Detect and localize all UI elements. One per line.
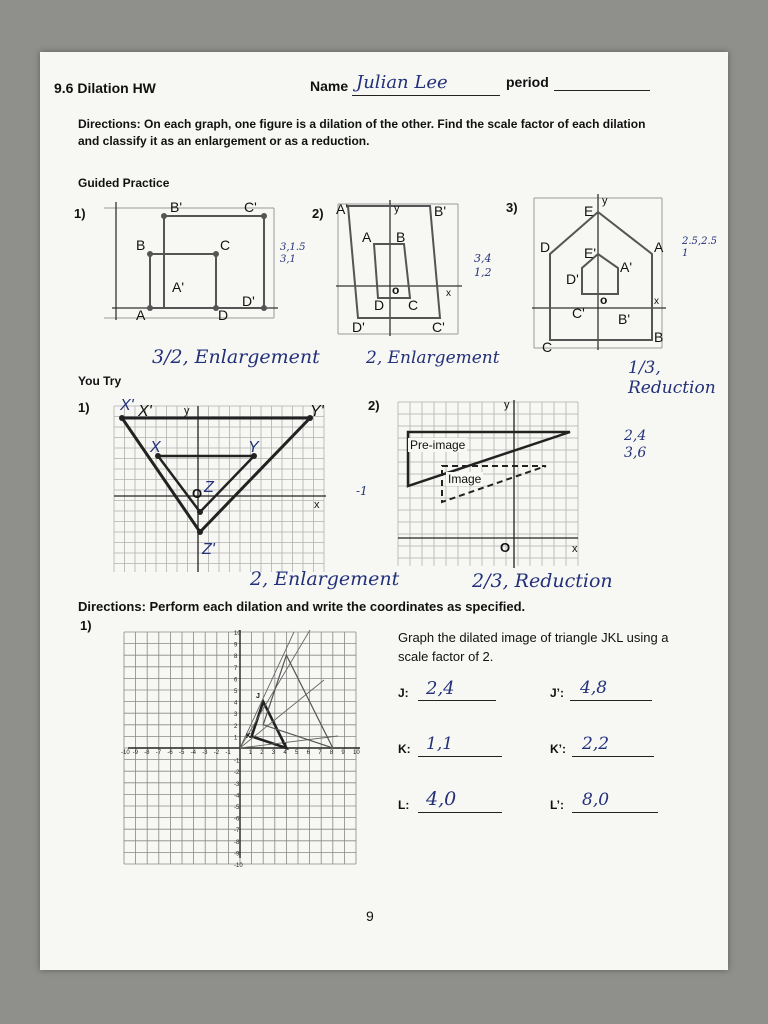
svg-text:x: x [446,288,451,299]
svg-text:A': A' [336,201,349,217]
svg-text:3: 3 [271,750,276,756]
svg-text:-8: -8 [144,750,150,756]
svg-text:-3: -3 [202,750,208,756]
work-note: 2,4 3,6 [624,428,647,461]
svg-text:-7: -7 [155,750,162,756]
svg-text:-8: -8 [234,839,240,846]
legend-preimage: Pre-image [410,438,466,452]
period-field[interactable] [554,74,650,91]
svg-text:8: 8 [329,750,334,756]
svg-text:y: y [394,203,400,215]
svg-text:6: 6 [234,677,238,684]
l-prime-label: L’: [550,798,564,812]
svg-text:Y': Y' [310,403,324,420]
svg-text:A: A [654,239,664,255]
svg-text:7: 7 [234,665,238,672]
svg-text:E': E' [584,245,597,261]
guided-problem-number: 2) [312,206,324,221]
svg-text:5: 5 [295,750,299,756]
grid [398,402,578,566]
svg-text:B: B [396,229,406,245]
j-label: J: [398,686,409,700]
legend-image: Image [448,472,482,486]
work-note: 3,1.5 3,1 [280,242,306,265]
guided-problem-number: 3) [506,200,518,215]
svg-text:L: L [282,739,287,746]
svg-text:C: C [408,297,419,313]
you-try-problem-number: 2) [368,398,380,413]
you-try-heading: You Try [78,374,122,388]
svg-text:-10: -10 [234,863,243,869]
svg-text:B': B' [618,311,631,327]
you-try-graph-1 [108,397,330,574]
svg-text:X': X' [120,397,134,414]
svg-text:A': A' [172,279,185,295]
svg-text:E: E [584,203,594,219]
svg-text:x: x [314,499,320,511]
svg-text:B': B' [170,199,183,215]
svg-text:Z: Z [204,479,214,496]
l-label: L: [398,798,410,812]
svg-text:y: y [504,399,510,411]
svg-text:-10: -10 [121,750,130,756]
coordinate-plane [121,626,364,869]
svg-text:-4: -4 [234,793,240,800]
svg-text:C: C [542,339,553,355]
svg-text:3: 3 [234,712,238,719]
j-prime-answer-field[interactable]: 4,8 [570,682,652,701]
svg-text:2: 2 [234,723,238,730]
svg-text:D: D [374,297,385,313]
you-try-graph-2 [394,398,580,570]
guided-problem-number: 1) [74,206,86,221]
you-try-answer-2: 2/3, Reduction [472,570,613,592]
svg-text:-1: -1 [234,758,240,765]
worksheet-page [40,52,728,970]
svg-text:9: 9 [341,750,345,756]
guided-answer-3: 1/3, Reduction [628,358,716,398]
svg-text:D': D' [242,293,255,309]
svg-text:x: x [572,543,578,555]
svg-text:A': A' [620,259,633,275]
l-prime-answer-field[interactable]: 8,0 [572,794,658,813]
k-prime-answer-field[interactable]: 2,2 [572,738,654,757]
svg-text:B': B' [434,203,447,219]
svg-text:C': C' [432,319,445,335]
svg-text:9: 9 [234,642,238,649]
svg-text:1: 1 [248,750,252,756]
parallelogram-image [348,206,440,318]
graph-instruction: Graph the dilated image of triangle JKL using a scale factor of 2. [398,630,669,664]
work-note: 2.5,2.5 1 [682,236,717,259]
work-note: -1 [356,484,368,498]
svg-text:B: B [136,237,146,253]
svg-text:-2: -2 [234,770,240,777]
svg-text:X': X' [138,403,152,420]
svg-text:-7: -7 [234,828,240,835]
svg-text:C': C' [244,199,257,215]
svg-text:o: o [392,283,400,297]
svg-text:-5: -5 [179,750,185,756]
guided-answer-1: 3/2, Enlargement [152,346,320,368]
svg-text:1: 1 [234,735,238,742]
svg-text:x: x [654,296,659,307]
svg-text:D: D [540,239,551,255]
svg-text:D': D' [566,271,579,287]
svg-text:Y: Y [248,439,259,456]
svg-text:B: B [654,329,664,345]
svg-text:y: y [602,195,608,207]
svg-text:-6: -6 [234,816,240,823]
svg-text:C': C' [572,305,585,321]
svg-text:-2: -2 [213,750,220,756]
svg-text:C: C [220,237,231,253]
name-field[interactable] [352,72,500,96]
you-try-problem-number: 1) [78,400,90,415]
svg-text:Z': Z' [202,541,215,558]
svg-text:-5: -5 [234,805,240,811]
svg-text:4: 4 [234,700,238,707]
svg-text:-9: -9 [132,750,138,756]
k-answer-field[interactable]: 1,1 [418,738,502,757]
svg-text:10: 10 [234,631,241,637]
l-answer-field[interactable]: 4,0 [418,794,502,813]
svg-text:D: D [218,307,229,323]
page-number: 9 [366,908,374,924]
work-note: 3,4 1,2 [474,252,492,279]
directions-2-text: Directions: Perform each dilation and write the coordinates as specified. [78,599,526,614]
grid [114,406,324,572]
part2-problem-number: 1) [80,618,92,633]
svg-text:2: 2 [260,750,264,756]
svg-text:A: A [362,229,372,245]
svg-text:6: 6 [306,750,310,756]
svg-text:A: A [136,307,146,323]
j-prime-label: J’: [550,686,565,700]
guided-graph-1 [94,198,280,322]
svg-text:O: O [192,486,203,501]
svg-text:y: y [184,405,190,417]
svg-text:7: 7 [318,750,322,756]
svg-text:8: 8 [234,654,238,661]
svg-text:10: 10 [353,750,360,756]
svg-text:D': D' [352,319,365,335]
svg-text:-3: -3 [234,781,240,788]
k-prime-label: K’: [550,742,566,756]
period-label: period [506,74,549,90]
svg-text:-9: -9 [234,851,240,858]
svg-text:O: O [500,540,511,555]
guided-graph-2 [334,198,464,338]
j-answer-field[interactable]: 2,4 [418,682,496,701]
guided-graph-3 [528,192,670,355]
svg-text:5: 5 [234,689,238,695]
directions-text: Directions: On each graph, one figure is a dilation of the other. Find the scale factor of each dilation and classify it as an enlargement or as a reduction. [78,117,646,148]
name-label: Name [310,78,349,94]
svg-text:J: J [256,693,260,700]
name-value: Julian Lee [356,72,448,93]
svg-text:K: K [246,733,252,740]
svg-text:X: X [150,439,161,456]
you-try-answer-1: 2, Enlargement [250,568,400,590]
svg-text:-4: -4 [190,750,196,756]
svg-text:4: 4 [283,750,287,756]
svg-text:-6: -6 [167,750,173,756]
k-label: K: [398,742,411,756]
svg-text:-1: -1 [225,750,231,756]
worksheet-title: 9.6 Dilation HW [54,80,156,96]
guided-practice-heading: Guided Practice [78,176,170,190]
guided-answer-2: 2, Enlargement [366,348,500,368]
svg-text:o: o [600,293,608,307]
